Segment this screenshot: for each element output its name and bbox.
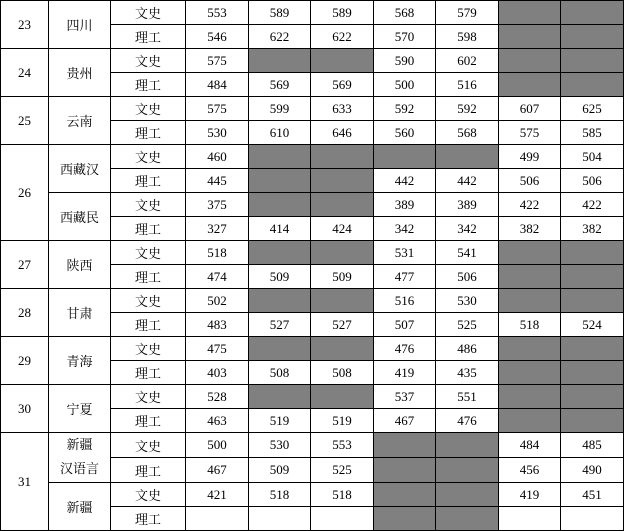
score-cell: 524 [561,313,624,337]
shaded-cell [436,507,499,531]
shaded-cell [311,289,374,313]
score-cell: 502 [186,289,249,313]
score-cell: 342 [436,217,499,241]
score-cell: 518 [249,483,311,507]
shaded-cell [561,409,624,433]
track-label: 理工 [111,409,186,433]
score-cell: 553 [186,1,249,25]
shaded-cell [561,49,624,73]
score-cell: 508 [311,361,374,385]
score-cell: 435 [436,361,499,385]
score-cell: 590 [374,49,436,73]
shaded-cell [499,289,561,313]
region-name: 新疆 汉语言 [49,433,111,483]
score-cell: 530 [186,121,249,145]
score-cell: 382 [561,217,624,241]
score-cell: 424 [311,217,374,241]
shaded-cell [499,337,561,361]
region-name: 青海 [49,337,111,385]
score-cell: 553 [311,433,374,458]
score-cell: 607 [499,97,561,121]
shaded-cell [499,241,561,265]
score-cell [311,507,374,531]
score-cell: 403 [186,361,249,385]
shaded-cell [436,483,499,507]
score-cell: 327 [186,217,249,241]
shaded-cell [436,433,499,458]
score-cell: 560 [374,121,436,145]
track-label: 文史 [111,49,186,73]
track-label: 文史 [111,241,186,265]
score-cell: 541 [436,241,499,265]
score-cell: 442 [436,169,499,193]
score-cell: 375 [186,193,249,217]
score-cell: 500 [374,73,436,97]
score-cell: 570 [374,25,436,49]
score-cell: 569 [311,73,374,97]
shaded-cell [561,337,624,361]
score-cell: 421 [186,483,249,507]
track-label: 理工 [111,73,186,97]
row-number: 26 [1,145,49,241]
row-number: 31 [1,433,49,531]
region-name: 甘肃 [49,289,111,337]
score-cell: 525 [436,313,499,337]
score-cell: 575 [186,49,249,73]
shaded-cell [311,385,374,409]
score-cell: 610 [249,121,311,145]
shaded-cell [499,385,561,409]
shaded-cell [311,241,374,265]
score-cell: 509 [249,458,311,483]
shaded-cell [499,73,561,97]
score-cell: 486 [436,337,499,361]
score-cell: 568 [436,121,499,145]
track-label: 文史 [111,483,186,507]
table-row [1,1,624,25]
region-name: 贵州 [49,49,111,97]
score-cell: 537 [374,385,436,409]
score-cell: 516 [374,289,436,313]
score-cell: 419 [374,361,436,385]
region-name: 四川 [49,1,111,49]
score-cell: 467 [186,458,249,483]
score-cell [499,507,561,531]
row-number: 23 [1,1,49,49]
score-cell: 602 [436,49,499,73]
score-cell: 474 [186,265,249,289]
score-cell: 451 [561,483,624,507]
track-label: 理工 [111,265,186,289]
score-cell: 579 [436,1,499,25]
score-cell: 477 [374,265,436,289]
score-cell: 598 [436,25,499,49]
table-row [1,193,624,217]
shaded-cell [561,289,624,313]
score-cell: 483 [186,313,249,337]
score-cell: 445 [186,169,249,193]
score-cell [186,507,249,531]
score-cell: 342 [374,217,436,241]
shaded-cell [561,265,624,289]
score-cell: 519 [249,409,311,433]
score-cell: 419 [499,483,561,507]
score-cell: 516 [436,73,499,97]
score-cell: 599 [249,97,311,121]
score-cell: 484 [186,73,249,97]
shaded-cell [249,337,311,361]
row-number: 25 [1,97,49,145]
region-name: 云南 [49,97,111,145]
score-cell: 589 [311,1,374,25]
score-cell: 622 [249,25,311,49]
table-row [1,433,624,458]
track-label: 文史 [111,289,186,313]
table-row [1,337,624,361]
score-cell: 530 [436,289,499,313]
shaded-cell [311,49,374,73]
shaded-cell [499,49,561,73]
shaded-cell [499,1,561,25]
shaded-cell [561,1,624,25]
score-cell: 525 [311,458,374,483]
shaded-cell [249,193,311,217]
score-cell: 382 [499,217,561,241]
shaded-cell [249,49,311,73]
track-label: 理工 [111,25,186,49]
track-label: 文史 [111,193,186,217]
score-cell: 484 [499,433,561,458]
shaded-cell [311,169,374,193]
score-cell: 414 [249,217,311,241]
score-cell: 592 [436,97,499,121]
region-name: 西藏汉 [49,145,111,193]
row-number: 29 [1,337,49,385]
score-cell: 585 [561,121,624,145]
score-cell: 509 [249,265,311,289]
table-row [1,385,624,409]
score-cell: 575 [499,121,561,145]
table-row [1,483,624,507]
score-cell: 389 [436,193,499,217]
score-cell: 508 [249,361,311,385]
score-cell: 569 [249,73,311,97]
score-cell: 528 [186,385,249,409]
score-cell: 551 [436,385,499,409]
score-cell: 546 [186,25,249,49]
shaded-cell [561,361,624,385]
score-cell: 530 [249,433,311,458]
score-cell: 592 [374,97,436,121]
score-cell: 460 [186,145,249,169]
track-label: 文史 [111,97,186,121]
score-cell: 622 [311,25,374,49]
score-cell: 504 [561,145,624,169]
score-cell: 519 [311,409,374,433]
table-row [1,241,624,265]
score-cell: 527 [311,313,374,337]
track-label: 理工 [111,313,186,337]
score-cell: 500 [186,433,249,458]
shaded-cell [499,25,561,49]
track-label: 文史 [111,385,186,409]
track-label: 理工 [111,169,186,193]
shaded-cell [374,433,436,458]
shaded-cell [374,145,436,169]
shaded-cell [311,145,374,169]
table-row [1,289,624,313]
score-cell: 568 [374,1,436,25]
shaded-cell [311,337,374,361]
region-name: 新疆 [49,483,111,531]
shaded-cell [249,385,311,409]
score-cell [561,507,624,531]
score-cell: 527 [249,313,311,337]
shaded-cell [249,169,311,193]
score-cell: 490 [561,458,624,483]
score-cell: 463 [186,409,249,433]
score-cell: 518 [499,313,561,337]
track-label: 文史 [111,1,186,25]
score-cell: 506 [561,169,624,193]
score-cell: 507 [374,313,436,337]
score-cell: 646 [311,121,374,145]
shaded-cell [436,458,499,483]
score-cell: 506 [436,265,499,289]
score-cell: 485 [561,433,624,458]
track-label: 理工 [111,121,186,145]
shaded-cell [436,145,499,169]
region-name: 西藏民 [49,193,111,241]
track-label: 理工 [111,361,186,385]
shaded-cell [249,289,311,313]
track-label: 文史 [111,433,186,458]
score-cell: 625 [561,97,624,121]
score-cell: 475 [186,337,249,361]
track-label: 理工 [111,507,186,531]
track-label: 理工 [111,458,186,483]
score-cell: 442 [374,169,436,193]
track-label: 理工 [111,217,186,241]
shaded-cell [374,507,436,531]
row-number: 28 [1,289,49,337]
track-label: 文史 [111,337,186,361]
shaded-cell [499,409,561,433]
row-number: 27 [1,241,49,289]
score-table-body [1,1,624,531]
shaded-cell [374,458,436,483]
row-number: 24 [1,49,49,97]
score-cell: 476 [436,409,499,433]
score-cell: 467 [374,409,436,433]
track-label: 文史 [111,145,186,169]
row-number: 30 [1,385,49,433]
score-cell: 456 [499,458,561,483]
table-row [1,49,624,73]
shaded-cell [561,241,624,265]
score-cell: 518 [311,483,374,507]
score-cell: 531 [374,241,436,265]
shaded-cell [561,25,624,49]
score-cell: 422 [561,193,624,217]
score-cell: 389 [374,193,436,217]
score-cell: 499 [499,145,561,169]
score-cell: 575 [186,97,249,121]
shaded-cell [561,385,624,409]
score-cell: 518 [186,241,249,265]
shaded-cell [561,73,624,97]
score-cell: 422 [499,193,561,217]
score-cell: 509 [311,265,374,289]
shaded-cell [374,483,436,507]
region-name: 宁夏 [49,385,111,433]
shaded-cell [311,193,374,217]
score-cell [249,507,311,531]
region-name: 陕西 [49,241,111,289]
score-cell: 506 [499,169,561,193]
score-cell: 589 [249,1,311,25]
shaded-cell [249,241,311,265]
table-row [1,97,624,121]
shaded-cell [249,145,311,169]
table-row [1,145,624,169]
score-cell: 633 [311,97,374,121]
shaded-cell [499,361,561,385]
score-cell: 476 [374,337,436,361]
shaded-cell [499,265,561,289]
